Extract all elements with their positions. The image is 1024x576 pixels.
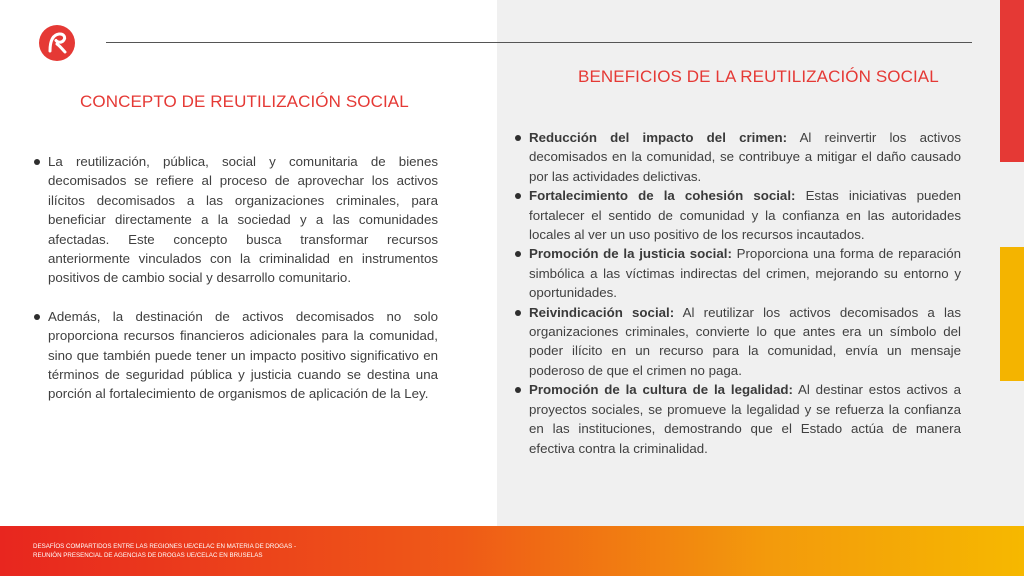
list-item	[515, 186, 961, 244]
right-bullet-list	[515, 128, 961, 458]
footer-line-2: REUNIÓN PRESENCIAL DE AGENCIAS DE DROGAS UE/CELAC EN BRUSELAS	[33, 551, 263, 559]
bullet-heading: Promoción de la cultura de la legalidad:	[529, 382, 793, 398]
left-bullet-list	[34, 152, 438, 423]
footer-text	[33, 543, 296, 560]
bullet-icon	[34, 314, 40, 320]
list-item	[515, 244, 961, 302]
bullet-icon	[515, 310, 521, 316]
list-item	[34, 307, 438, 404]
bullet-text: Al reutilizar los activos decomisados a las organizaciones criminales, convierte lo que antes era un símbolo del poder ilícito en un recurso para la comunidad, envía un mensaje poderoso de que el crimen no paga.	[529, 304, 961, 378]
bullet-heading: Fortalecimiento de la cohesión social:	[529, 188, 796, 204]
list-item	[515, 303, 961, 381]
bullet-heading: Promoción de la justicia social:	[529, 246, 732, 262]
bullet-icon	[515, 251, 521, 257]
accent-bar-yellow	[1000, 247, 1024, 381]
right-section-title: BENEFICIOS DE LA REUTILIZACIÓN SOCIAL	[578, 67, 939, 86]
list-item	[515, 128, 961, 186]
header-divider	[106, 42, 972, 43]
bullet-icon	[34, 159, 40, 165]
bullet-icon	[515, 135, 521, 141]
bullet-text: Al reinvertir los activos decomisados en la comunidad, se contribuye a mitigar el daño causado por las actividades delictivas.	[529, 130, 962, 184]
bullet-text: Proporciona una forma de reparación simbólica a las víctimas indirectas del crimen, mejorando su entorno y oportunidades.	[529, 246, 961, 301]
bullet-icon	[515, 193, 521, 199]
bullet-icon	[515, 387, 521, 393]
brand-logo-icon	[38, 24, 76, 62]
footer-line-1: DESAFÍOS COMPARTIDOS ENTRE LAS REGIONES UE/CELAC EN MATERIA DE DROGAS -	[33, 543, 297, 550]
bullet-text: Estas iniciativas pueden fortalecer el sentido de comunidad y la confianza en las autoridades locales al ver un uso positivo de los recursos incautados.	[529, 188, 962, 243]
accent-bar-red	[1000, 0, 1024, 162]
left-section-title: CONCEPTO DE REUTILIZACIÓN SOCIAL	[80, 92, 409, 111]
bullet-heading: Reivindicación social:	[529, 304, 675, 320]
bullet-text: Además, la destinación de activos decomisados no solo proporciona recursos financieros adicionales para la comunidad, sino que también puede tener un impacto positivo significativo en términos de seguridad pública y justicia cuando se destina una porción al fortalecimiento de organismos de aplicación de la Ley.	[48, 308, 438, 402]
list-item	[515, 380, 961, 458]
list-item	[34, 152, 438, 288]
bullet-heading: Reducción del impacto del crimen:	[529, 130, 788, 145]
bullet-text: Al destinar estos activos a proyectos sociales, se promueve la legalidad y se refuerza la confianza en las instituciones, demostrando que el Estado actúa de manera efectiva contra la criminalidad.	[529, 382, 961, 456]
bullet-text: La reutilización, pública, social y comunitaria de bienes decomisados se refiere al proceso de aprovechar los activos ilícitos decomisados a las organizaciones criminales, para beneficiar directamente a la sociedad y a las comunidades afectadas. Este concepto busca transformar recursos anteriormente vinculados con la criminalidad en instrumentos positivos de cambio social y desarrollo comunitario.	[48, 154, 438, 286]
